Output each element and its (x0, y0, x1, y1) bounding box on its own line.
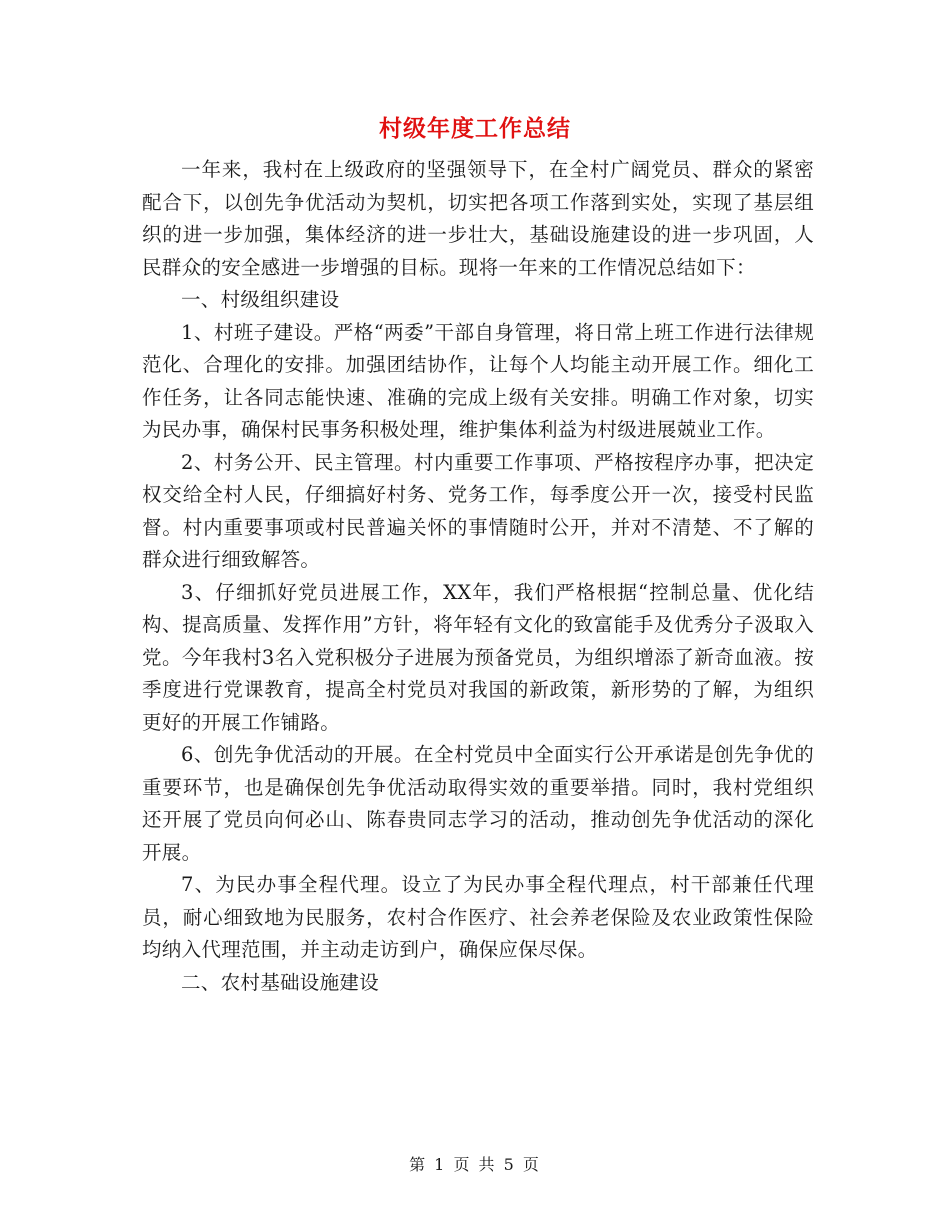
paragraph-proxy-service: 7、为民办事全程代理。设立了为民办事全程代理点，村干部兼任代理员，耐心细致地为民服务，农村合作医疗、社会养老保险及农业政策性保险均纳入代理范围，并主动走访到户，确保应保尽保。 (142, 873, 814, 961)
page-footer: 第 1 页 共 5 页 (409, 1155, 541, 1174)
paragraph-village-affairs: 2、村务公开、民主管理。村内重要工作事项、严格按程序办事，把决定权交给全村人民，仔细搞好村务、党务工作，每季度公开一次，接受村民监督。村内重要事项或村民普遍关怀的事情随时公开，并对不清楚、不了解的群众进行细致解答。 (142, 450, 814, 571)
paragraph-intro: 一年来，我村在上级政府的坚强领导下，在全村广阔党员、群众的紧密配合下，以创先争优活动为契机，切实把各项工作落到实处，实现了基层组织的进一步加强，集体经济的进一步壮大，基础设施建设的进一步巩固，人民群众的安全感进一步增强的目标。现将一年来的工作情况总结如下： (142, 158, 814, 279)
section-heading-infrastructure: 二、农村基础设施建设 (181, 970, 380, 994)
section-heading-organization: 一、村级组织建设 (181, 288, 340, 311)
paragraph-team-building: 1、村班子建设。严格“两委”干部自身管理，将日常上班工作进行法律规范化、合理化的安排。加强团结协作，让每个人均能主动开展工作。细化工作任务，让各同志能快速、准确的完成上级有关安排。明确工作对象，切实为民办事，确保村民事务积极处理，维护集体利益为村级进展兢业工作。 (142, 320, 814, 441)
paragraph-party-development: 3、仔细抓好党员进展工作，XX年，我们严格根据“控制总量、优化结构、提高质量、发挥作用”方针，将年轻有文化的致富能手及优秀分子汲取入党。今年我村3名入党积极分子进展为预备党员，为组织增添了新奇血液。按季度进行党课教育，提高全村党员对我国的新政策，新形势的了解，为组织更好的开展工作铺路。 (142, 580, 814, 734)
document-title: 村级年度工作总结 (379, 115, 571, 142)
document-body (142, 154, 814, 999)
paragraph-excellence-campaign: 6、创先争优活动的开展。在全村党员中全面实行公开承诺是创先争优的重要环节，也是确保创先争优活动取得实效的重要举措。同时，我村党组织还开展了党员向何必山、陈春贵同志学习的活动，推动创先争优活动的深化开展。 (142, 743, 814, 864)
